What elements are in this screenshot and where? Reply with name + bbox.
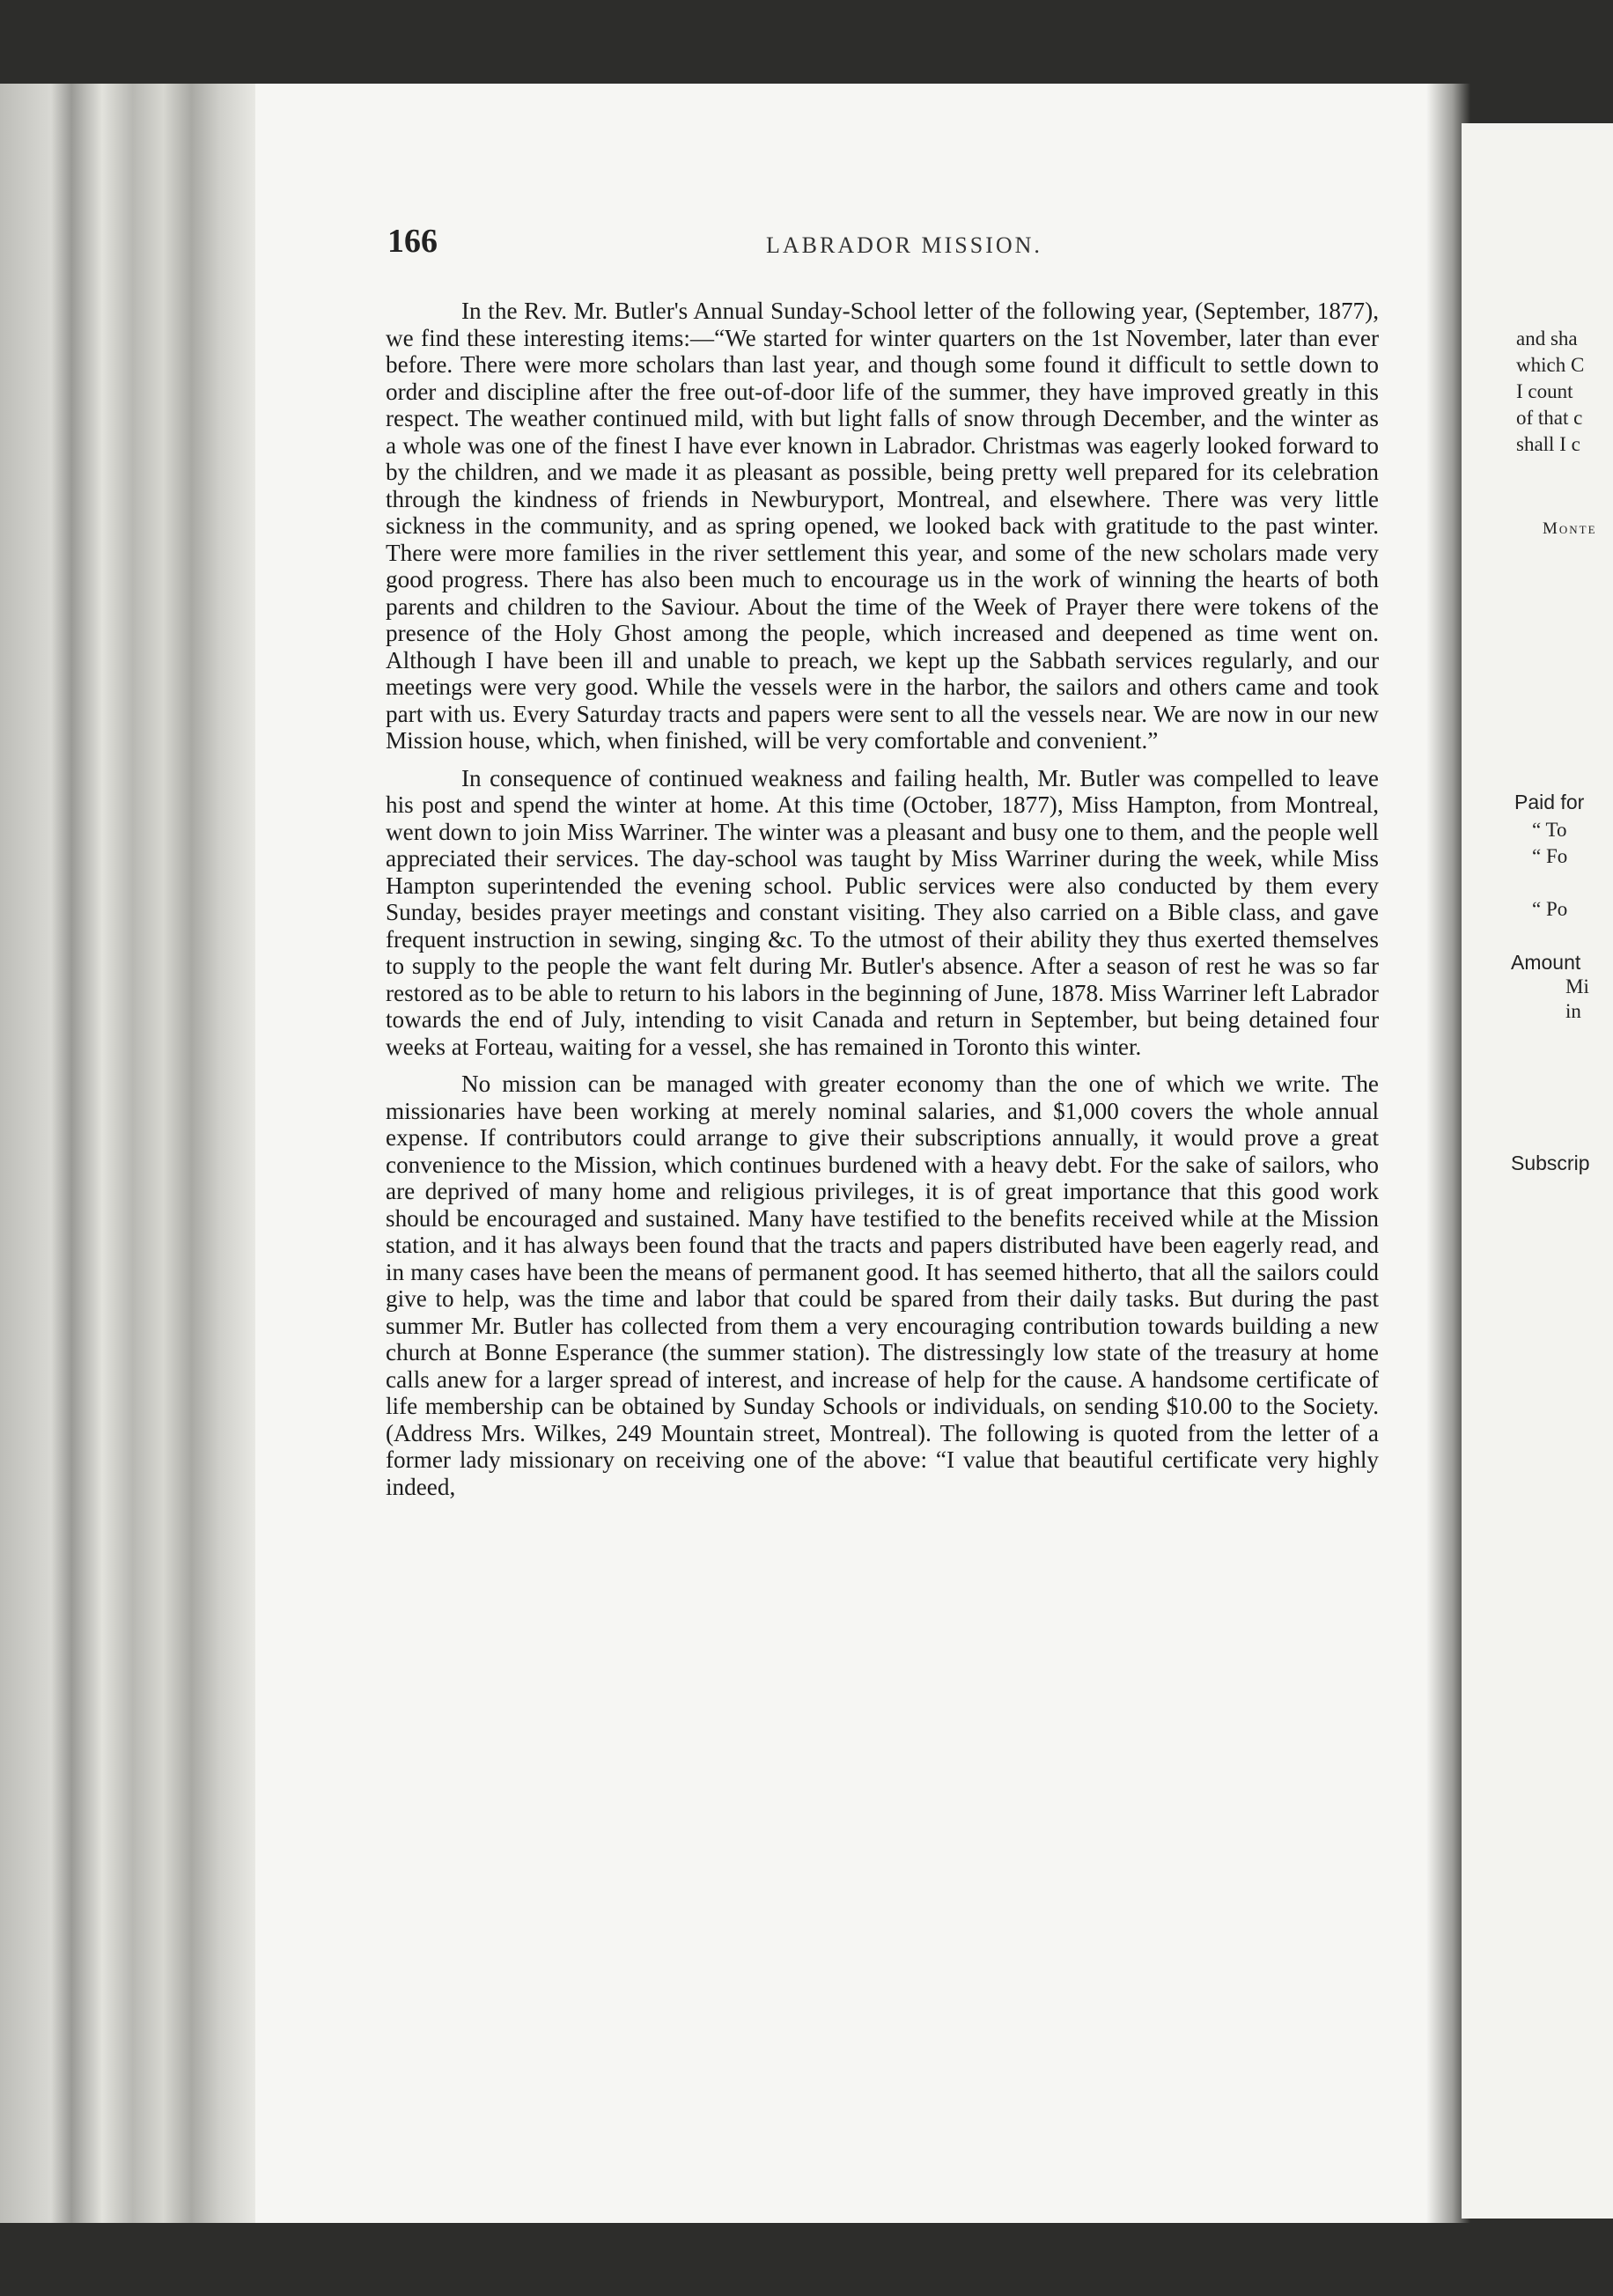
page-header-title: LABRADOR MISSION. bbox=[766, 232, 1042, 258]
facing-page-line: I count bbox=[1516, 380, 1573, 402]
facing-page-line: Subscrip bbox=[1511, 1152, 1590, 1174]
facing-page-line: Amount bbox=[1511, 951, 1581, 974]
facing-page-heading: Monte bbox=[1543, 519, 1597, 538]
facing-page-line: “ Po bbox=[1532, 898, 1568, 920]
facing-page-line: and sha bbox=[1516, 327, 1578, 350]
paragraph: No mission can be managed with greater economy than the one of which we write. The missionaries have been working at merely nominal salaries, and $1,000 covers the whole annual expense. If contributors could arrange to give their subscriptions annually, it would prove a great convenience to the Mission, which continues burdened with a heavy debt. For the sake of sailors, who are deprived of many home and religious privileges, it is of great importance that this good work should be encouraged and sustained. Many have testified to the benefits received while at the Mission station, and it has always been found that the tracts and papers distributed have been eagerly read, and in many cases have been the means of permanent good. It has seemed hitherto, that all the sailors could give to help, was the time and labor that could be spared from their daily tasks. But during the past summer Mr. Butler has collected from them a very encouraging contribution towards building a new church at Bonne Esperance (the summer station). The distressingly low state of the treasury at home calls anew for a larger spread of interest, and increase of help for the cause. A handsome certificate of life membership can be obtained by Sunday Schools or individuals, on sending $10.00 to the Society. (Address Mrs. Wilkes, 249 Mountain street, Montreal). The following is quoted from the letter of a former lady missionary on receiving one of the above: “I value that beautiful certificate very highly indeed, bbox=[386, 1071, 1379, 1500]
page-number: 166 bbox=[387, 223, 438, 260]
facing-page-line: Mi bbox=[1565, 975, 1589, 997]
facing-page-line: “ Fo bbox=[1532, 845, 1568, 867]
facing-page-line: “ To bbox=[1532, 819, 1567, 841]
running-head bbox=[387, 222, 1409, 275]
facing-page-line: in bbox=[1565, 1000, 1581, 1022]
facing-page-line: of that c bbox=[1516, 407, 1583, 429]
page-body bbox=[386, 298, 1379, 1511]
paragraph: In consequence of continued weakness and failing health, Mr. Butler was compelled to leave his post and spend the winter at home. At this time (October, 1877), Miss Hampton, from Montreal, went down to join Miss Warriner. The winter was a pleasant and busy one to them, and the people well appreciated their services. The day-school was taught by Miss Warriner during the week, while Miss Hampton superintended the evening school. Public services were also conducted by them every Sunday, besides prayer meetings and constant visiting. They also carried on a Bible class, and gave frequent instruction in sewing, singing &c. To the utmost of their ability they thus exerted themselves to supply to the people the want felt during Mr. Butler's absence. After a season of rest he was so far restored as to be able to return to his labors in the beginning of June, 1878. Miss Warriner left Labrador towards the end of July, intending to visit Canada and return in September, but being detained four weeks at Forteau, waiting for a vessel, she has remained in Toronto this winter. bbox=[386, 764, 1379, 1060]
facing-page-line: Paid for bbox=[1514, 791, 1585, 813]
facing-page-line: which C bbox=[1516, 354, 1585, 376]
facing-page-line: shall I c bbox=[1516, 433, 1580, 455]
paragraph: In the Rev. Mr. Butler's Annual Sunday-School letter of the following year, (September, 1877), we find these interesting items:—“We started for winter quarters on the 1st November, later than ever before. There were more scholars than last year, and though some found it difficult to settle down to order and discipline after the free out-of-door life of the summer, they have improved greatly in this respect. The weather continued mild, with but light falls of snow through December, and the winter as a whole was one of the finest I have ever known in Labrador. Christmas was eagerly looked forward to by the children, and we made it as pleasant as possible, being pretty well prepared for its celebration through the kindness of friends in Newburyport, Montreal, and elsewhere. There was very little sickness in the community, and as spring opened, we looked back with gratitude to the past winter. There were more families in the river settlement this year, and some of the new scholars made very good progress. There has also been much to encourage us in the work of winning the hearts of both parents and children to the Saviour. About the time of the Week of Prayer there were tokens of the presence of the Holy Ghost among the people, which increased and deepened as time went on. Although I have been ill and unable to preach, we kept up the Sabbath services regularly, and our meetings were very good. While the vessels were in the harbor, the sailors and others came and took part with us. Every Saturday tracts and papers were sent to all the vessels near. We are now in our new Mission house, which, when finished, will be very comfortable and convenient.” bbox=[386, 298, 1379, 754]
book-page-edges bbox=[0, 84, 255, 2223]
facing-page-fragment bbox=[1462, 123, 1613, 2219]
